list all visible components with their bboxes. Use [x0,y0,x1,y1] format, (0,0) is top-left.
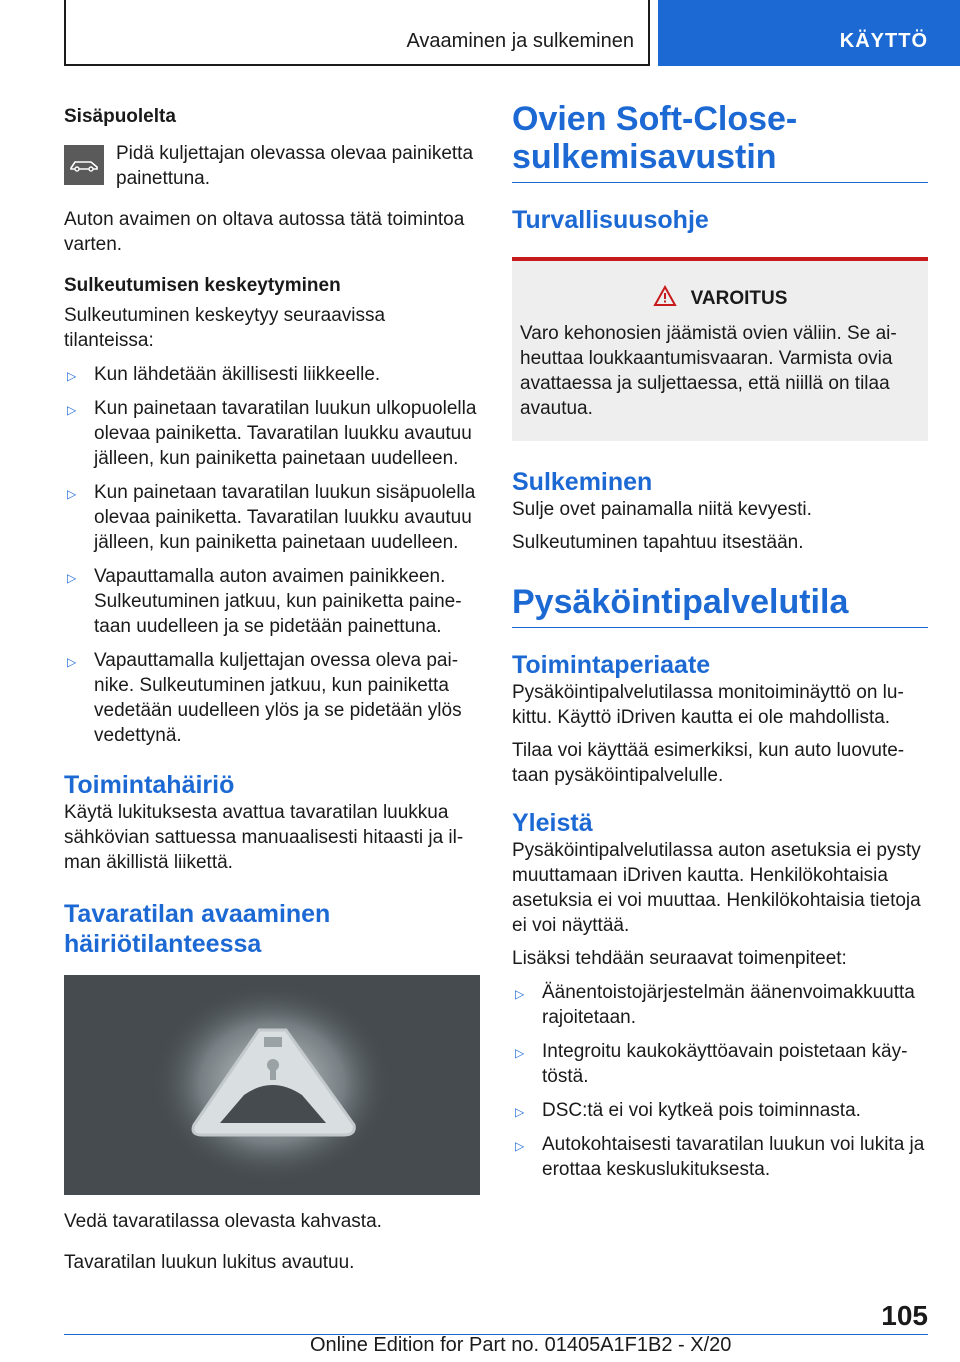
warning-text: Varo kehonosien jäämistä ovien väliin. Se ai-heuttaa loukkaantumisvaaran. Varmista ovia avattaessa ja suljettaessa, että niillä on tilaa avautua. [520,323,897,419]
photo-caption: Vedä tavaratilassa olevasta kahvasta. [64,1211,382,1232]
header-section-box [64,0,650,66]
list-item: ▷ Kun painetaan tavaratilan luukun sisäpuolella olevaa painiketta. Tavaratilan luukku avautuu jälleen, kun painiketta painetaan uudelleen. [67,482,476,553]
right-column [512,100,928,1182]
warning-header [520,285,920,313]
interrupt-intro: Sulkeutuminen keskeytyy seuraavissa tilanteissa: [64,305,386,351]
para-key: Auton avaimen on oltava autossa tätä toimintoa varten. [64,209,465,255]
general-p2: Lisäksi tehdään seuraavat toimenpiteet: [512,948,847,969]
bullet-triangle-icon: ▷ [67,369,77,383]
chapter-tab[interactable] [658,0,960,66]
emergency-handle-illustration [64,975,480,1195]
interrupt-list [64,362,480,748]
trunk-handle-photo [64,975,480,1195]
bullet-triangle-icon: ▷ [515,1139,525,1153]
heading-closing: Sulkeminen [512,468,653,496]
footer-edition: Online Edition for Part no. 01405A1F1B2 - X/20 [310,1334,732,1356]
heading-emergency: Tavaratilan avaaminen häiriötilanteessa [64,900,331,958]
warning-label: VAROITUS [690,288,788,309]
bullet-triangle-icon: ▷ [67,403,77,417]
warning-triangle-icon [653,285,691,313]
list-item: ▷ Kun lähdetään äkillisesti liikkeelle. [64,362,480,387]
heading-softclose: Ovien Soft-Close-sulkemisavustin [512,100,928,183]
icon-instruction [64,141,480,191]
left-column [64,100,480,1275]
bullet-triangle-icon: ▷ [67,571,77,585]
bullet-triangle-icon: ▷ [67,655,77,669]
closing-p1: Sulje ovet painamalla niitä kevyesti. [512,499,812,520]
car-trunk-icon [64,145,104,185]
heading-interrupt: Sulkeutumisen keskeytyminen [64,275,341,296]
heading-general: Yleistä [512,809,593,837]
after-caption: Tavaratilan luukun lukitus avautuu. [64,1252,355,1273]
bullet-triangle-icon: ▷ [515,987,525,1001]
general-list [512,980,928,1182]
section-title: Avaaminen ja sulkeminen [406,30,634,52]
malfunction-text: Käytä lukituksesta avattua tavaratilan luukkua sähkövian sattuessa manuaalisesti hitaasti ja il-man äkillistä liikettä. [64,802,464,873]
general-p1: Pysäköintipalvelutilassa auton asetuksia ei pysty muuttamaan iDriven kautta. Henkilökohtaisia asetuksia ei voi muuttaa. Henkilökohtaisia tietoja ei voi näyttää. [512,840,921,936]
chapter-tab-label: KÄYTTÖ [839,30,928,52]
page-number: 105 [881,1300,928,1331]
list-item: ▷ Autokohtaisesti tavaratilan luukun voi lukita ja erottaa keskuslukituksesta. [515,1134,925,1180]
icon-instruction-text: Pidä kuljettajan olevassa olevaa painiketta painettuna. [116,143,474,189]
list-item: ▷ Vapauttamalla kuljettajan ovessa oleva pai-nike. Sulkeutuminen jatkuu, kun painiketta vedetään uudelleen ylös ja se pidetään ylös vedettynä. [67,650,462,746]
bullet-triangle-icon: ▷ [515,1105,525,1119]
heading-safety: Turvallisuusohje [512,206,709,234]
bullet-triangle-icon: ▷ [515,1046,525,1060]
heading-malfunction: Toimintahäiriö [64,771,235,799]
principle-p2: Tilaa voi käyttää esimerkiksi, kun auto luovute-taan pysäköintipalvelulle. [512,740,905,786]
list-item: ▷ Kun painetaan tavaratilan luukun ulkopuolella olevaa painiketta. Tavaratilan luukku avautuu jälleen, kun painiketta painetaan uudelleen. [67,398,477,469]
list-item: ▷ Äänentoistojärjestelmän äänenvoimakkuutta rajoitetaan. [515,982,915,1028]
list-item: ▷ Vapauttamalla auton avaimen painikkeen. Sulkeutuminen jatkuu, kun painiketta paine-taan uudelleen ja se pidetään painettuna. [67,566,462,637]
list-item: ▷ Integroitu kaukokäyttöavain poistetaan käy-töstä. [515,1041,908,1087]
list-item: ▷ DSC:tä ei voi kytkeä pois toiminnasta. [512,1098,928,1123]
heading-valet: Pysäköintipalvelutila [512,583,928,628]
warning-box [512,257,928,441]
bullet-triangle-icon: ▷ [67,487,77,501]
principle-p1: Pysäköintipalvelutilassa monitoiminäyttö on lu-kittu. Käyttö iDriven kautta ei ole mahdollista. [512,682,904,728]
heading-inside: Sisäpuolelta [64,106,176,127]
closing-p2: Sulkeutuminen tapahtuu itsestään. [512,532,804,553]
heading-principle: Toimintaperiaate [512,651,711,679]
